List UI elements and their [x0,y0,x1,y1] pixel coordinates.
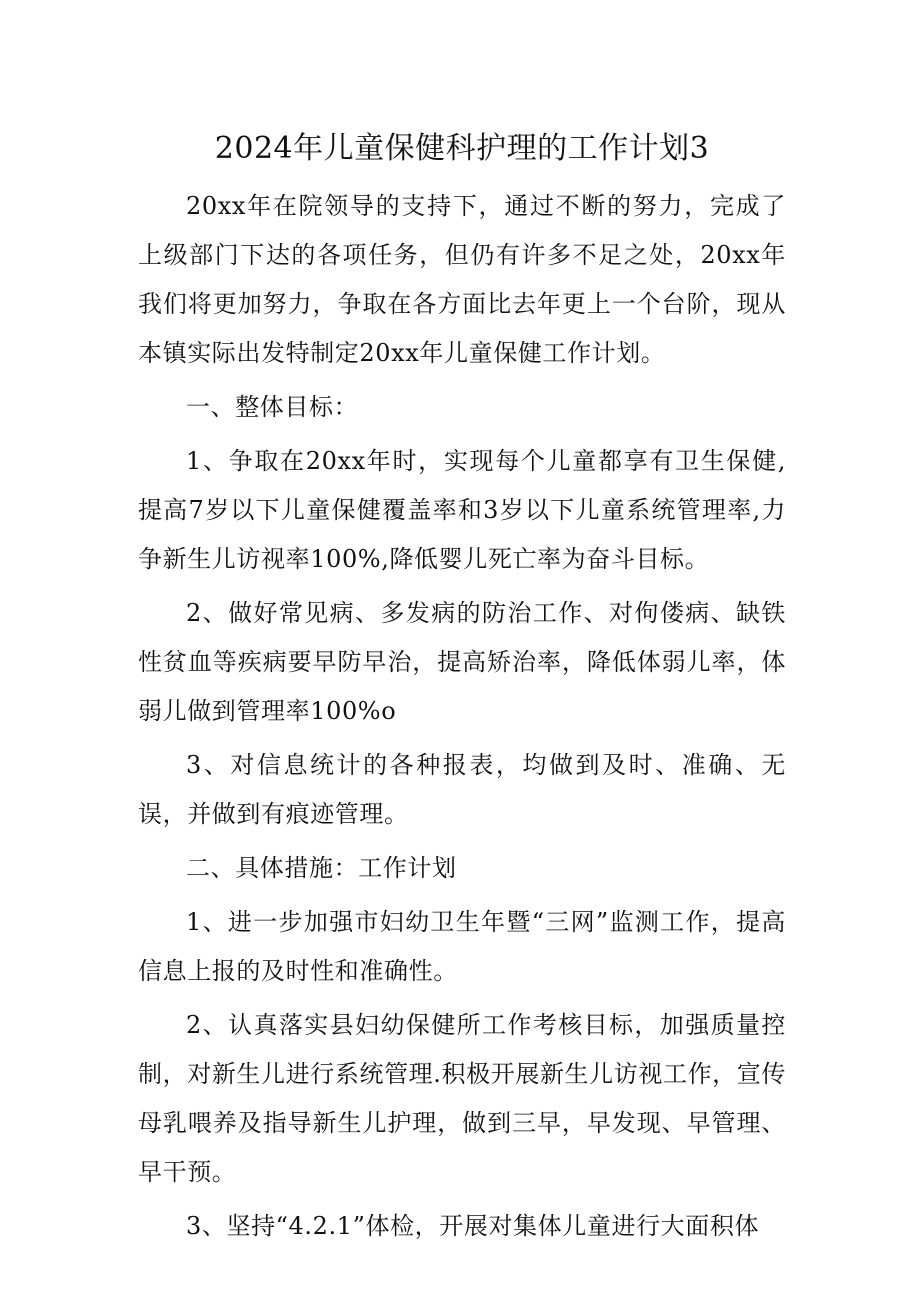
measure-item-3: 3、坚持“4.2.1”体检，开展对集体儿童进行大面积体 [186,1212,760,1240]
goal-item-2: 2、做好常见病、多发病的防治工作、对佝偻病、缺铁性贫血等疾病要早防早治，提高矫治率，降低体弱儿率，体弱儿做到管理率100%o [138,599,786,725]
section-heading-measures: 二、具体措施：工作计划 [186,854,457,882]
goal-item-1: 1、争取在20xx年时，实现每个儿童都享有卫生保健,提高7岁以下儿童保健覆盖率和3岁以下儿童系统管理率,力争新生儿访视率100%,降低婴儿死亡率为奋斗目标。 [138,447,786,573]
section-heading-overall-goals: 一、整体目标： [186,393,359,421]
document-title: 2024年儿童保健科护理的工作计划3 [214,131,710,166]
measure-item-1: 1、进一步加强市妇幼卫生年暨“三网”监测工作，提高信息上报的及时性和准确性。 [138,908,786,985]
goal-item-3: 3、对信息统计的各种报表，均做到及时、准确、无误，并做到有痕迹管理。 [138,751,786,828]
intro-paragraph: 20xx年在院领导的支持下，通过不断的努力，完成了上级部门下达的各项任务，但仍有许多不足之处，20xx年我们将更加努力，争取在各方面比去年更上一个台阶，现从本镇实际出发特制定20xx年儿童保健工作计划。 [138,192,786,367]
measure-item-2: 2、认真落实县妇幼保健所工作考核目标，加强质量控制，对新生儿进行系统管理.积极开展新生儿访视工作，宣传母乳喂养及指导新生儿护理，做到三早，早发现、早管理、早干预。 [138,1011,786,1186]
